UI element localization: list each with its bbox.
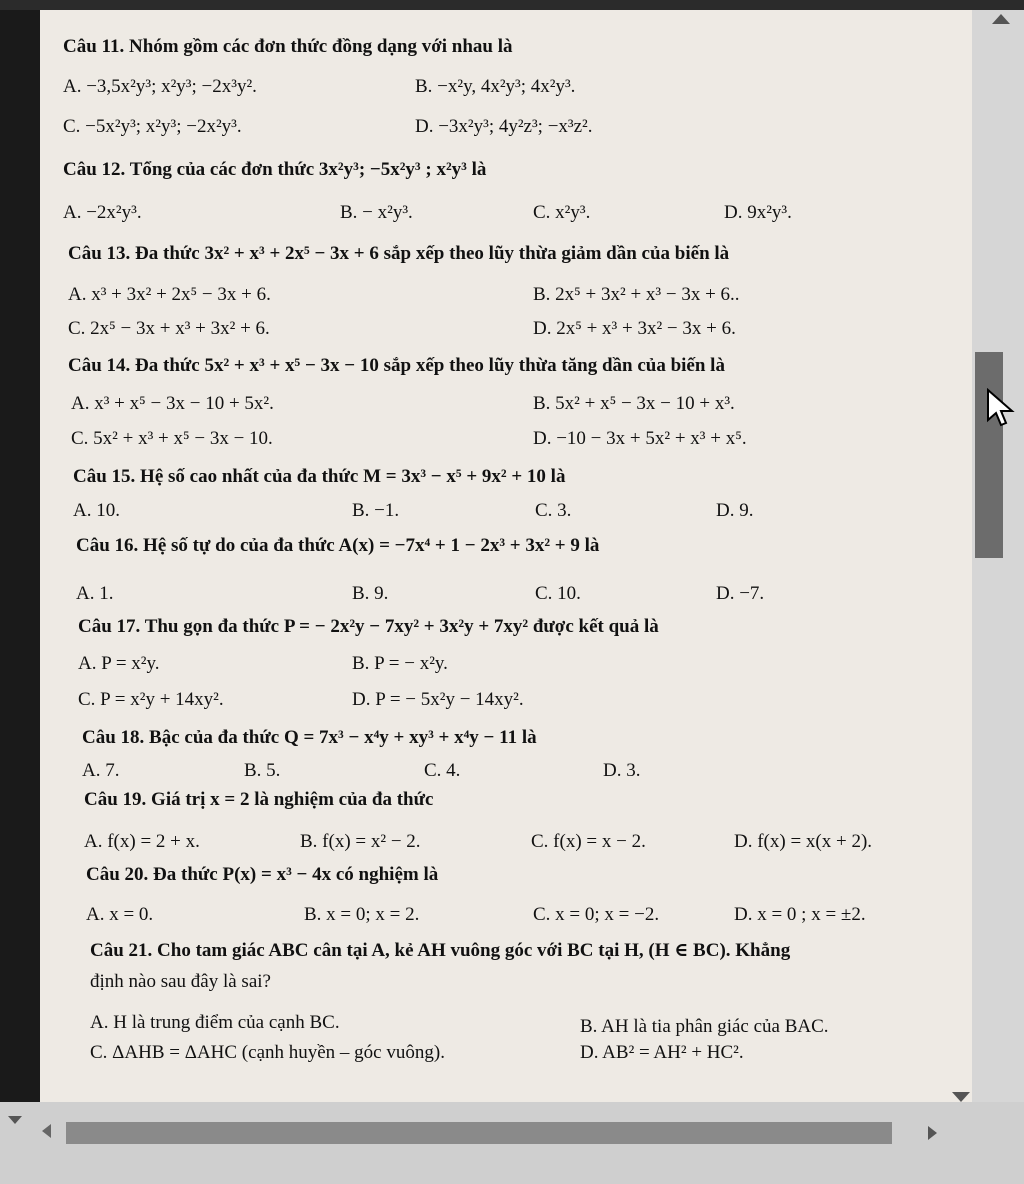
question-20-option-d: D. x = 0 ; x = ±2. — [734, 904, 866, 925]
question-17-stem: Câu 17. Thu gọn đa thức P = − 2x²y − 7xy² + 3x²y + 7xy² được kết quả là — [78, 616, 659, 637]
question-11-option-a: A. −3,5x²y³; x²y³; −2x³y². — [63, 76, 257, 97]
question-15-option-a: A. 10. — [73, 500, 120, 521]
question-19-stem: Câu 19. Giá trị x = 2 là nghiệm của đa thức — [84, 789, 434, 810]
question-18-option-a: A. 7. — [82, 760, 120, 781]
question-11-stem: Câu 11. Nhóm gồm các đơn thức đồng dạng với nhau là — [63, 36, 513, 57]
question-17-option-a: A. P = x²y. — [78, 653, 160, 674]
question-13-stem: Câu 13. Đa thức 3x² + x³ + 2x⁵ − 3x + 6 sắp xếp theo lũy thừa giảm dần của biến là — [68, 243, 730, 264]
question-14-option-d: D. −10 − 3x + 5x² + x³ + x⁵. — [533, 428, 747, 449]
scroll-right-arrow-icon[interactable] — [928, 1126, 937, 1140]
question-12-option-d: D. 9x²y³. — [724, 202, 792, 223]
question-18-option-d: D. 3. — [603, 760, 641, 781]
question-19-option-d: D. f(x) = x(x + 2). — [734, 831, 873, 852]
question-18-stem: Câu 18. Bậc của đa thức Q = 7x³ − x⁴y + xy³ + x⁴y − 11 là — [82, 727, 537, 748]
question-20-stem: Câu 20. Đa thức P(x) = x³ − 4x có nghiệm là — [86, 864, 439, 885]
scroll-up-arrow-icon[interactable] — [992, 14, 1010, 24]
question-16-option-c: C. 10. — [535, 583, 581, 604]
question-15-option-d: D. 9. — [716, 500, 754, 521]
question-13-option-a: A. x³ + 3x² + 2x⁵ − 3x + 6. — [68, 284, 271, 305]
question-14-option-c: C. 5x² + x³ + x⁵ − 3x − 10. — [71, 428, 273, 449]
question-13-option-c: C. 2x⁵ − 3x + x³ + 3x² + 6. — [68, 318, 270, 339]
question-19-option-b: B. f(x) = x² − 2. — [300, 831, 421, 852]
question-18-option-b: B. 5. — [244, 760, 281, 781]
vertical-scrollbar-thumb[interactable] — [975, 352, 1003, 558]
question-16-option-b: B. 9. — [352, 583, 389, 604]
question-16-stem: Câu 16. Hệ số tự do của đa thức A(x) = −7x⁴ + 1 − 2x³ + 3x² + 9 là — [76, 535, 600, 556]
question-17-option-b: B. P = − x²y. — [352, 653, 448, 674]
question-13-option-b: B. 2x⁵ + 3x² + x³ − 3x + 6.. — [533, 284, 740, 305]
question-21-option-a: A. H là trung điểm của cạnh BC. — [90, 1012, 340, 1033]
question-19-option-a: A. f(x) = 2 + x. — [84, 831, 200, 852]
question-15-option-c: C. 3. — [535, 500, 572, 521]
question-15-stem: Câu 15. Hệ số cao nhất của đa thức M = 3x³ − x⁵ + 9x² + 10 là — [73, 466, 566, 487]
question-12-option-b: B. − x²y³. — [340, 202, 413, 223]
top-strip — [0, 0, 1024, 10]
question-11-option-d: D. −3x²y³; 4y²z³; −x³z². — [415, 116, 593, 137]
dropdown-arrow-icon[interactable] — [8, 1116, 22, 1124]
question-20-option-a: A. x = 0. — [86, 904, 154, 925]
question-21-option-d: D. AB² = AH² + HC². — [580, 1042, 744, 1063]
question-21-option-b: B. AH là tia phân giác của BAC. — [580, 1016, 829, 1037]
question-12-stem: Câu 12. Tổng của các đơn thức 3x²y³; −5x²y³ ; x²y³ là — [63, 159, 487, 180]
scroll-down-arrow-icon[interactable] — [952, 1092, 970, 1102]
question-18-option-c: C. 4. — [424, 760, 461, 781]
question-14-option-a: A. x³ + x⁵ − 3x − 10 + 5x². — [71, 393, 274, 414]
question-20-option-c: C. x = 0; x = −2. — [533, 904, 660, 925]
question-20-option-b: B. x = 0; x = 2. — [304, 904, 420, 925]
mouse-cursor-icon — [986, 388, 1016, 433]
question-17-option-c: C. P = x²y + 14xy². — [78, 689, 224, 710]
question-21-stem-continued: định nào sau đây là sai? — [90, 971, 271, 992]
question-15-option-b: B. −1. — [352, 500, 400, 521]
document-page — [40, 10, 972, 1102]
question-14-stem: Câu 14. Đa thức 5x² + x³ + x⁵ − 3x − 10 sắp xếp theo lũy thừa tăng dần của biến là — [68, 355, 725, 376]
question-16-option-d: D. −7. — [716, 583, 765, 604]
question-21-stem: Câu 21. Cho tam giác ABC cân tại A, kẻ AH vuông góc với BC tại H, (H ∈ BC). Khẳng — [90, 940, 791, 961]
question-12-option-c: C. x²y³. — [533, 202, 591, 223]
question-17-option-d: D. P = − 5x²y − 14xy². — [352, 689, 524, 710]
question-21-option-c: C. ΔAHB = ΔAHC (cạnh huyền – góc vuông). — [90, 1042, 445, 1063]
question-19-option-c: C. f(x) = x − 2. — [531, 831, 646, 852]
question-11-option-c: C. −5x²y³; x²y³; −2x²y³. — [63, 116, 242, 137]
scroll-left-arrow-icon[interactable] — [42, 1124, 51, 1138]
question-12-option-a: A. −2x²y³. — [63, 202, 142, 223]
horizontal-scrollbar-thumb[interactable] — [66, 1122, 892, 1144]
question-14-option-b: B. 5x² + x⁵ − 3x − 10 + x³. — [533, 393, 735, 414]
question-11-option-b: B. −x²y, 4x²y³; 4x²y³. — [415, 76, 576, 97]
question-13-option-d: D. 2x⁵ + x³ + 3x² − 3x + 6. — [533, 318, 736, 339]
question-16-option-a: A. 1. — [76, 583, 114, 604]
